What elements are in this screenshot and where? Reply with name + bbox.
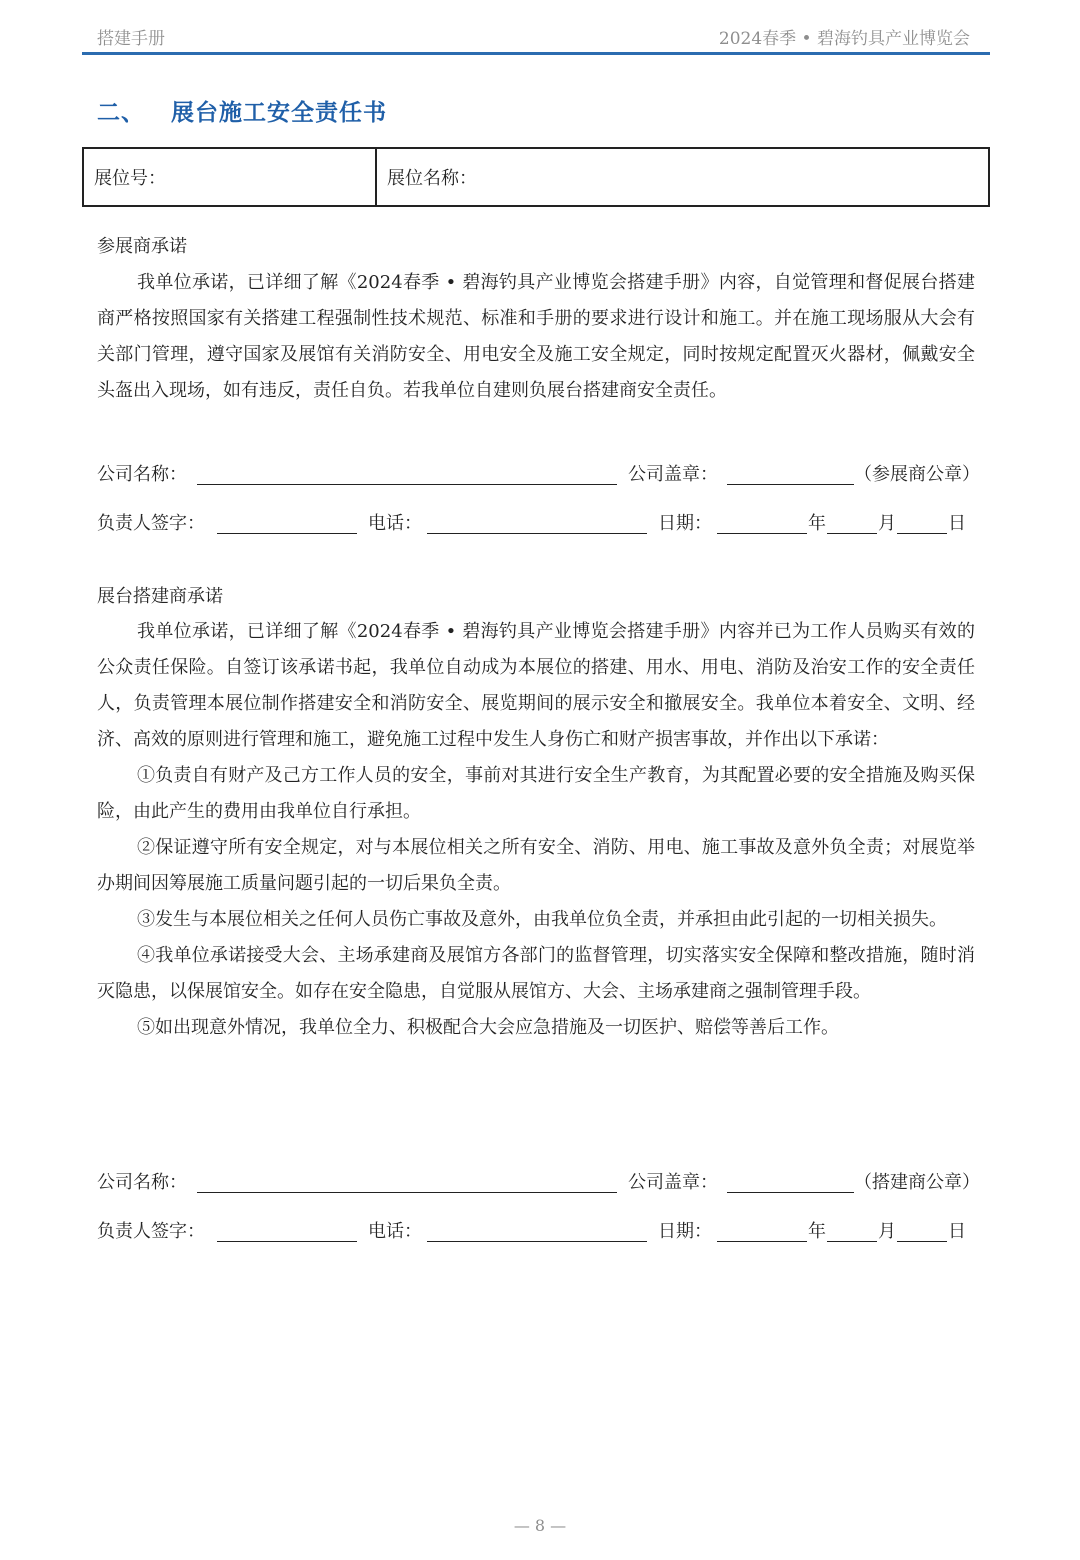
builder-company-field[interactable]	[197, 1192, 617, 1193]
builder-company-row	[97, 1168, 980, 1198]
section-number: 二、	[97, 99, 145, 126]
builder-item: ②保证遵守所有安全规定，对与本展位相关之所有安全、消防、用电、施工事故及意外负全责；对展览举办期间因筹展施工质量问题引起的一切后果负全责。	[97, 837, 975, 894]
exhibitor-seal-label: 公司盖章：	[628, 464, 718, 485]
exhibitor-phone-label: 电话：	[368, 513, 422, 534]
exhibitor-year-label: 年	[808, 513, 826, 534]
builder-day-field[interactable]	[897, 1241, 947, 1242]
exhibitor-day-field[interactable]	[897, 533, 947, 534]
exhibitor-company-field[interactable]	[197, 484, 617, 485]
page-number: — 8 —	[513, 1516, 567, 1535]
builder-item: ④我单位承诺接受大会、主场承建商及展馆方各部门的监督管理，切实落实安全保障和整改措施，随时消灭隐患，以保展馆安全。如存在安全隐患，自觉服从展馆方、大会、主场承建商之强制管理手段。	[97, 945, 975, 1002]
booth-name-label: 展位名称：	[387, 168, 477, 189]
exhibitor-seal-field[interactable]	[727, 484, 854, 485]
booth-number-label: 展位号：	[94, 168, 166, 189]
exhibitor-month-label: 月	[878, 513, 896, 534]
exhibitor-sign-label: 负责人签字：	[97, 513, 205, 534]
exhibitor-heading: 参展商承诺	[97, 236, 187, 257]
builder-year-field[interactable]	[717, 1241, 807, 1242]
booth-number-cell[interactable]	[84, 149, 377, 205]
builder-commitment-body	[97, 614, 975, 1046]
builder-item: ①负责自有财产及己方工作人员的安全，事前对其进行安全生产教育，为其配置必要的安全措施及购买保险，由此产生的费用由我单位自行承担。	[97, 765, 975, 822]
header-divider	[82, 52, 990, 55]
booth-info-table	[82, 147, 990, 207]
exhibitor-month-field[interactable]	[827, 533, 877, 534]
section-title-text: 展台施工安全责任书	[171, 99, 387, 126]
exhibitor-commitment-text: 我单位承诺，已详细了解《2024春季 • 碧海钓具产业博览会搭建手册》内容，自觉管理和督促展台搭建商严格按照国家有关搭建工程强制性技术规范、标准和手册的要求进行设计和施工。并在施工现场服从大会有关部门管理，遵守国家及展馆有关消防安全、用电安全及施工安全规定，同时按规定配置灭火器材，佩戴安全头盔出入现场，如有违反，责任自负。若我单位自建则负展台搭建商安全责任。	[97, 272, 975, 401]
builder-seal-label: 公司盖章：	[628, 1172, 718, 1193]
exhibitor-year-field[interactable]	[717, 533, 807, 534]
builder-month-field[interactable]	[827, 1241, 877, 1242]
exhibitor-seal-note: （参展商公章）	[854, 464, 980, 485]
builder-phone-label: 电话：	[368, 1221, 422, 1242]
builder-item: ③发生与本展位相关之任何人员伤亡事故及意外，由我单位负全责，并承担由此引起的一切相关损失。	[137, 909, 947, 930]
builder-heading: 展台搭建商承诺	[97, 586, 223, 607]
exhibitor-phone-field[interactable]	[427, 533, 647, 534]
builder-item: ⑤如出现意外情况，我单位全力、积极配合大会应急措施及一切医护、赔偿等善后工作。	[137, 1017, 839, 1038]
builder-month-label: 月	[878, 1221, 896, 1242]
header-event-title: 2024春季 • 碧海钓具产业博览会	[718, 29, 970, 49]
exhibitor-company-row	[97, 460, 980, 490]
builder-sign-row	[97, 1217, 977, 1247]
builder-seal-field[interactable]	[727, 1192, 854, 1193]
header-manual-title: 搭建手册	[97, 29, 165, 49]
exhibitor-day-label: 日	[948, 513, 966, 534]
section-title	[97, 94, 387, 127]
builder-phone-field[interactable]	[427, 1241, 647, 1242]
builder-sign-field[interactable]	[217, 1241, 357, 1242]
builder-company-label: 公司名称：	[97, 1172, 187, 1193]
booth-name-cell[interactable]	[377, 149, 988, 205]
exhibitor-company-label: 公司名称：	[97, 464, 187, 485]
builder-day-label: 日	[948, 1221, 966, 1242]
builder-intro: 我单位承诺，已详细了解《2024春季 • 碧海钓具产业博览会搭建手册》内容并已为工作人员购买有效的公众责任保险。自签订该承诺书起，我单位自动成为本展位的搭建、用水、用电、消防及治安工作的安全责任人，负责管理本展位制作搭建安全和消防安全、展览期间的展示安全和撤展安全。我单位本着安全、文明、经济、高效的原则进行管理和施工，避免施工过程中发生人身伤亡和财产损害事故，并作出以下承诺：	[97, 621, 975, 750]
builder-seal-note: （搭建商公章）	[854, 1172, 980, 1193]
exhibitor-sign-row	[97, 509, 977, 539]
exhibitor-date-label: 日期：	[658, 513, 712, 534]
exhibitor-sign-field[interactable]	[217, 533, 357, 534]
builder-year-label: 年	[808, 1221, 826, 1242]
builder-date-label: 日期：	[658, 1221, 712, 1242]
builder-sign-label: 负责人签字：	[97, 1221, 205, 1242]
